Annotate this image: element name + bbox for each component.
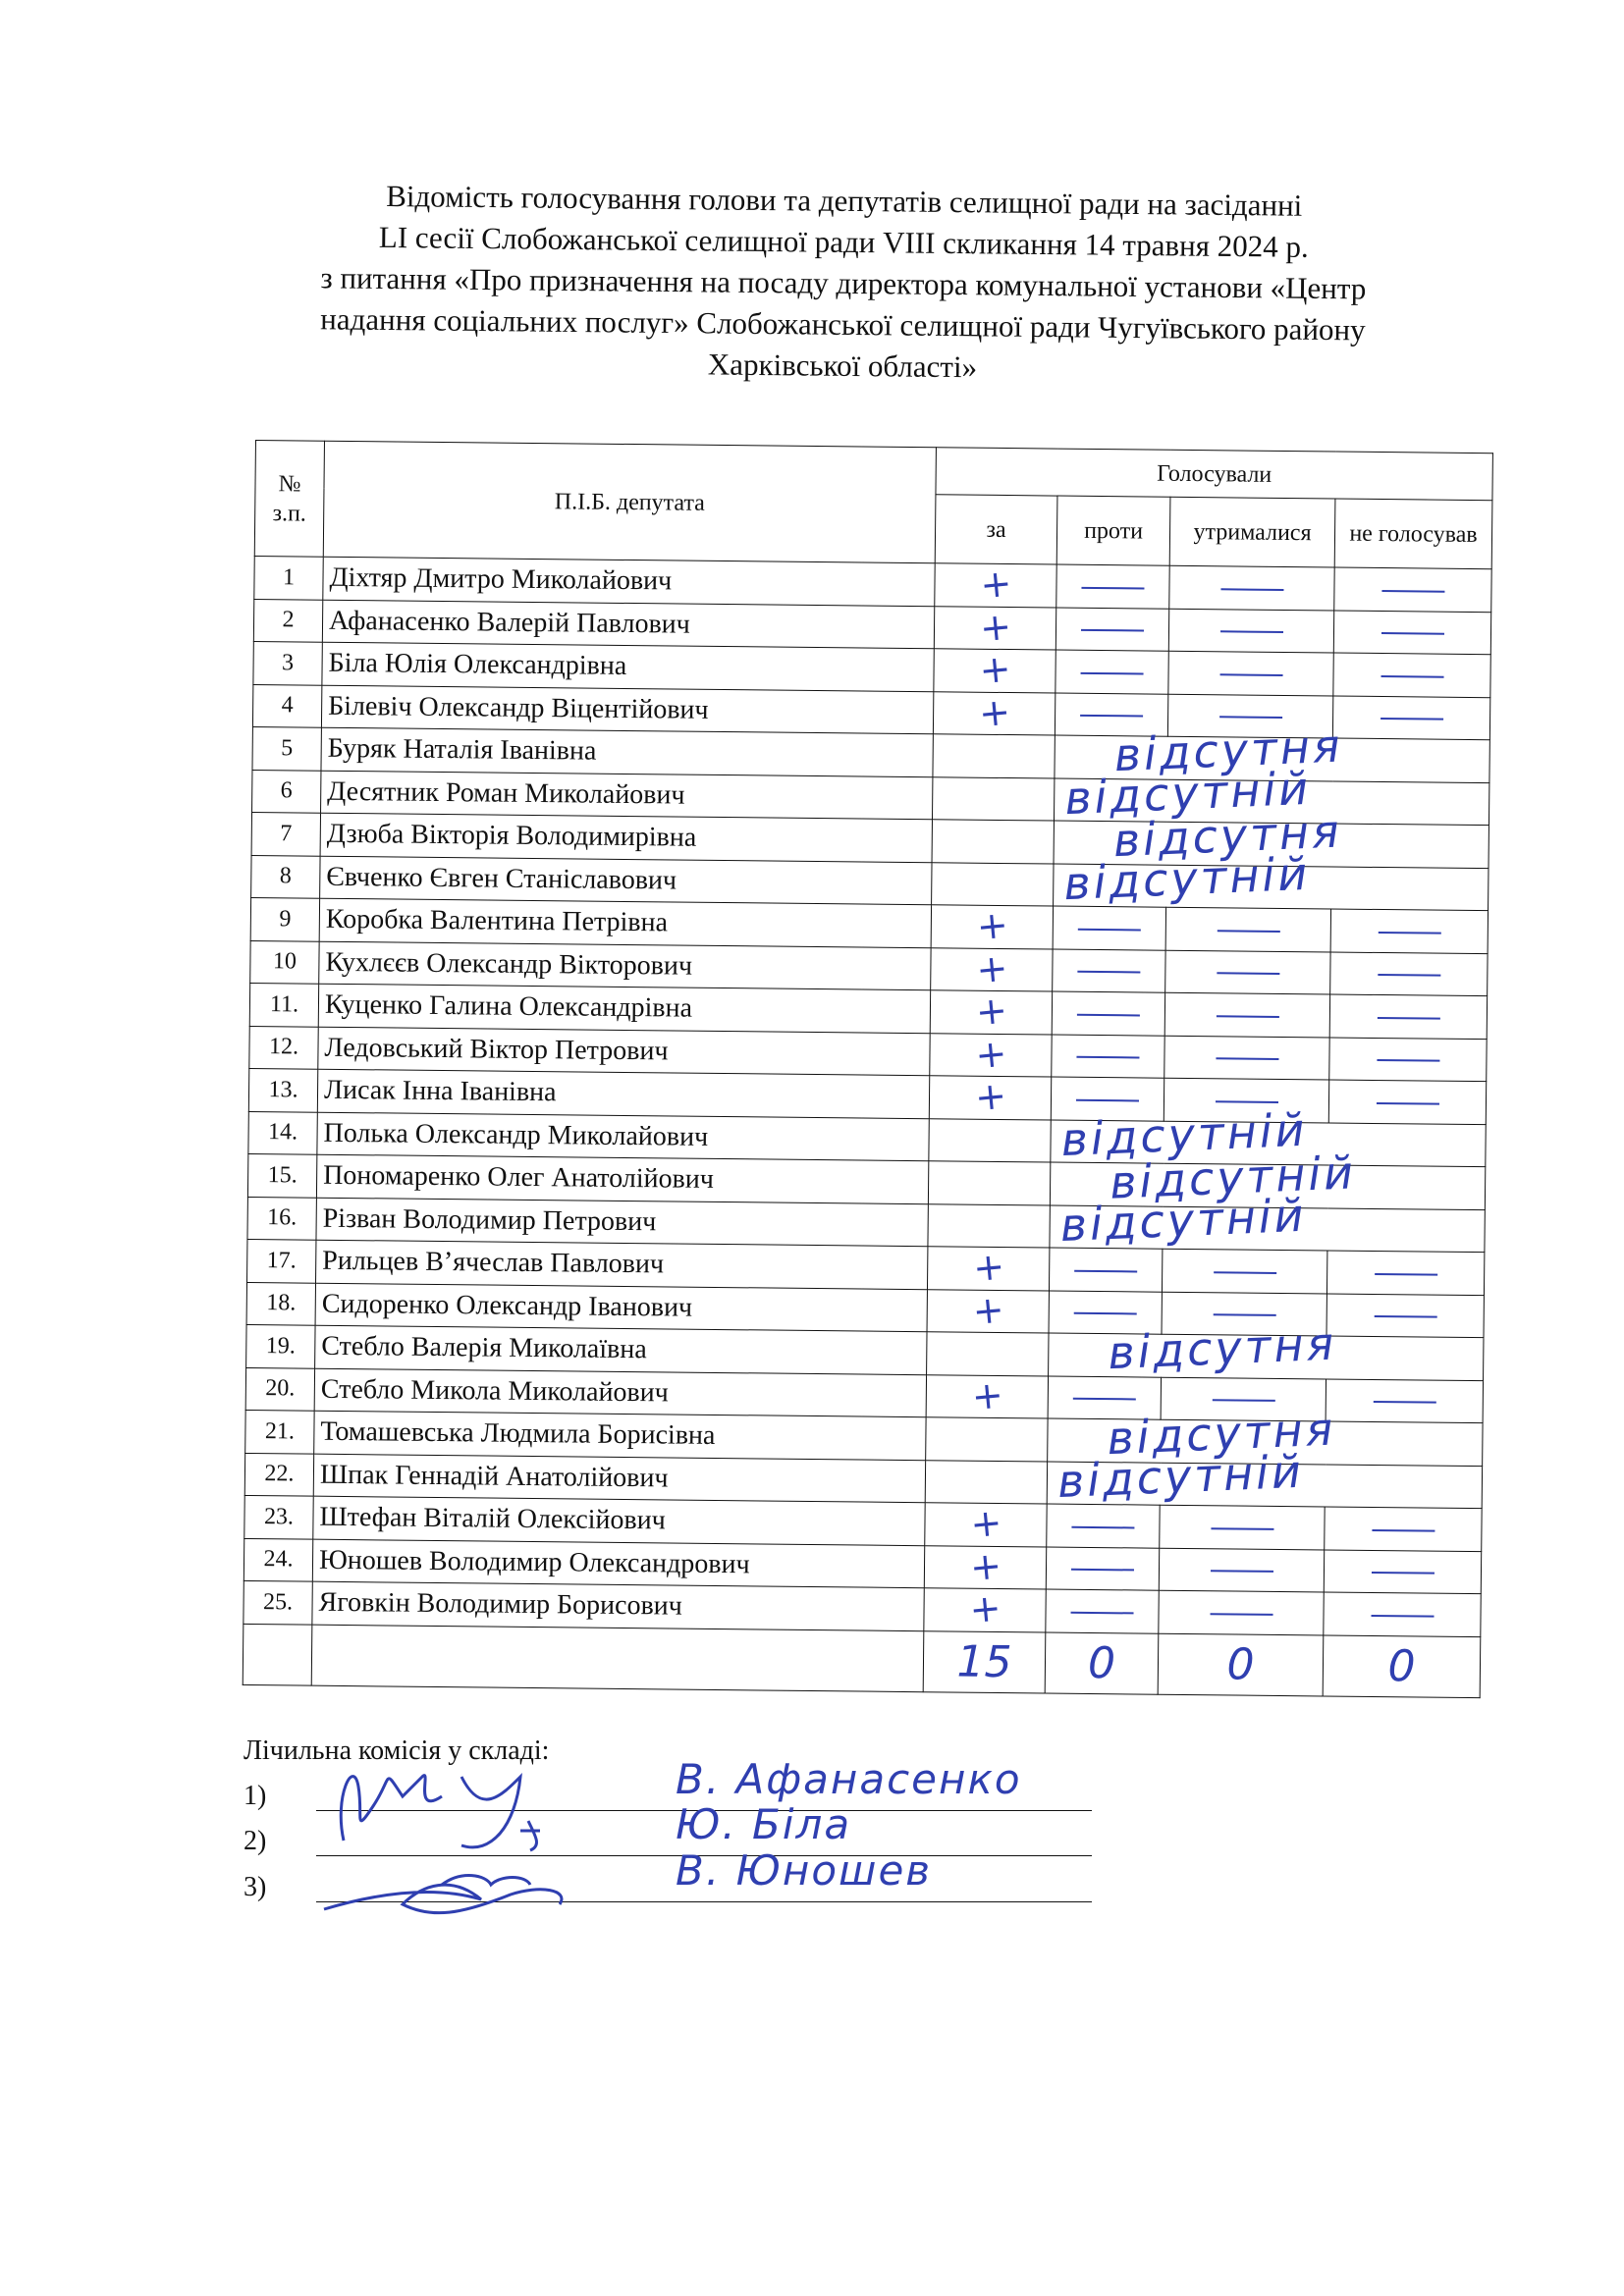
vote-mark: + bbox=[977, 646, 1013, 693]
deputy-name: Десятник Роман Миколайович bbox=[321, 771, 933, 820]
row-num: 7 bbox=[251, 812, 320, 855]
member-name: В. Афанасенко bbox=[676, 1755, 1022, 1803]
dash-mark bbox=[1377, 1059, 1439, 1062]
vote-against-cell bbox=[1052, 1035, 1164, 1079]
row-num: 13. bbox=[248, 1068, 317, 1111]
dash-mark bbox=[1380, 718, 1443, 721]
vote-against-cell bbox=[1053, 949, 1165, 993]
row-num: 20. bbox=[245, 1367, 314, 1411]
vote-abstained-cell bbox=[1164, 992, 1329, 1037]
dash-mark bbox=[1376, 1102, 1438, 1105]
dash-mark bbox=[1215, 1100, 1277, 1103]
dash-mark bbox=[1073, 1398, 1136, 1401]
deputy-name: Афанасенко Валерій Павлович bbox=[322, 600, 934, 649]
dash-mark bbox=[1071, 1569, 1134, 1572]
title-line-3: з питання «Про призначення на посаду директора комунальної установи «Центр bbox=[320, 260, 1367, 306]
dash-mark bbox=[1371, 1615, 1434, 1618]
dash-mark bbox=[1375, 1273, 1437, 1276]
vote-for-cell bbox=[934, 646, 1056, 693]
dash-mark bbox=[1217, 973, 1279, 976]
vote-for-cell bbox=[930, 990, 1052, 1035]
title-line-1: Відомість голосування голови та депутатів селищної ради на засіданні bbox=[386, 178, 1303, 223]
vote-for-cell bbox=[925, 1500, 1047, 1547]
absent-cell bbox=[1047, 1444, 1482, 1509]
deputy-name: Куценко Галина Олександрівна bbox=[318, 984, 930, 1033]
member-name: Ю. Біла bbox=[676, 1800, 852, 1848]
absent-mark: відсутня bbox=[1107, 1316, 1338, 1380]
row-num: 1 bbox=[254, 556, 323, 599]
vote-abstained-cell bbox=[1159, 1548, 1324, 1592]
deputy-name: Юношев Володимир Олександрович bbox=[312, 1539, 924, 1588]
absent-mark: відсутній bbox=[1058, 1188, 1308, 1252]
dash-mark bbox=[1219, 673, 1282, 676]
commission-member-2 bbox=[244, 1800, 852, 1857]
row-num: 15. bbox=[247, 1153, 316, 1197]
vote-abstained-cell bbox=[1165, 950, 1330, 994]
vote-not-voted-cell bbox=[1330, 951, 1488, 995]
dash-mark bbox=[1071, 1612, 1134, 1615]
header-name: П.І.Б. депутата bbox=[323, 441, 936, 563]
vote-against-cell bbox=[1046, 1589, 1159, 1633]
deputy-name: Буряк Наталія Іванівна bbox=[321, 727, 933, 776]
vote-against-cell bbox=[1056, 564, 1169, 609]
vote-not-voted-cell bbox=[1325, 1507, 1482, 1551]
voting-rows bbox=[244, 556, 1491, 1636]
header-voted: Голосували bbox=[936, 448, 1492, 501]
deputy-name: Рильцев В’ячеслав Павлович bbox=[316, 1240, 928, 1289]
vote-mark: + bbox=[976, 689, 1012, 736]
total-against: 0 bbox=[1045, 1631, 1159, 1693]
vote-not-voted-cell bbox=[1333, 611, 1490, 655]
dash-mark bbox=[1074, 1312, 1137, 1315]
voting-sheet bbox=[243, 440, 1493, 1698]
vote-for-cell bbox=[927, 1289, 1049, 1333]
row-num: 10 bbox=[250, 940, 319, 984]
absent-cell bbox=[1049, 1316, 1484, 1380]
row-num: 17. bbox=[247, 1239, 316, 1282]
handwritten-signatures bbox=[314, 1737, 648, 1944]
dash-mark bbox=[1210, 1613, 1272, 1616]
dash-mark bbox=[1076, 1056, 1139, 1059]
vote-for-cell bbox=[935, 563, 1056, 608]
dash-mark bbox=[1213, 1314, 1275, 1317]
vote-for-cell bbox=[932, 820, 1054, 864]
deputy-name: Томашевська Людмила Борисівна bbox=[314, 1411, 926, 1460]
dash-mark bbox=[1077, 1014, 1140, 1017]
vote-not-voted-cell bbox=[1328, 1080, 1486, 1124]
vote-mark: + bbox=[977, 604, 1013, 651]
row-num: 2 bbox=[253, 599, 322, 642]
vote-for-cell bbox=[932, 776, 1054, 821]
vote-against-cell bbox=[1047, 1504, 1160, 1548]
row-num: 3 bbox=[253, 641, 322, 684]
member-num: 2) bbox=[244, 1826, 267, 1856]
dash-mark bbox=[1071, 1526, 1134, 1529]
vote-mark: + bbox=[967, 1585, 1002, 1632]
dash-mark bbox=[1076, 1099, 1139, 1102]
deputy-name: Різван Володимир Петрович bbox=[316, 1198, 928, 1247]
member-num: 1) bbox=[244, 1781, 267, 1811]
vote-for-cell bbox=[925, 1460, 1047, 1504]
dash-mark bbox=[1219, 631, 1282, 634]
vote-for-cell bbox=[927, 1244, 1049, 1291]
vote-not-voted-cell bbox=[1334, 567, 1491, 612]
title-line-2: LI сесії Слобожанської селищної ради VIII скликання 14 травня 2024 р. bbox=[378, 219, 1309, 264]
dash-mark bbox=[1380, 675, 1443, 678]
commission-label: Лічильна комісія у складі: bbox=[244, 1735, 550, 1766]
dash-mark bbox=[1074, 1270, 1137, 1273]
row-num: 12. bbox=[249, 1026, 318, 1069]
commission-member-1 bbox=[244, 1755, 1022, 1812]
commission-member-3 bbox=[244, 1846, 933, 1903]
header-against: проти bbox=[1056, 496, 1170, 565]
vote-mark: + bbox=[972, 1073, 1008, 1120]
dash-mark bbox=[1219, 717, 1282, 720]
vote-mark: + bbox=[969, 1372, 1005, 1419]
dash-mark bbox=[1078, 929, 1141, 932]
vote-for-cell bbox=[928, 1161, 1050, 1205]
row-num: 14. bbox=[248, 1111, 317, 1154]
vote-for-cell bbox=[926, 1417, 1048, 1462]
row-num: 8 bbox=[251, 855, 320, 898]
header-not-voted: не голосував bbox=[1334, 499, 1492, 569]
vote-not-voted-cell bbox=[1324, 1592, 1481, 1636]
vote-against-cell bbox=[1049, 1248, 1162, 1292]
vote-abstained-cell bbox=[1168, 609, 1333, 653]
vote-abstained-cell bbox=[1164, 1036, 1329, 1080]
row-num: 9 bbox=[250, 897, 319, 940]
vote-for-cell bbox=[931, 902, 1053, 949]
dash-mark bbox=[1216, 1015, 1278, 1018]
row-num: 24. bbox=[244, 1538, 312, 1581]
vote-mark: + bbox=[978, 561, 1013, 608]
absent-mark: відсутній bbox=[1062, 846, 1312, 910]
vote-not-voted-cell bbox=[1332, 696, 1489, 740]
vote-not-voted-cell bbox=[1333, 653, 1490, 697]
deputy-name: Сидоренко Олександр Іванович bbox=[315, 1283, 927, 1332]
dash-mark bbox=[1373, 1401, 1435, 1404]
vote-not-voted-cell bbox=[1326, 1251, 1484, 1295]
vote-mark: + bbox=[973, 988, 1009, 1035]
deputy-name: Яговкін Володимир Борисович bbox=[312, 1581, 924, 1630]
vote-for-cell bbox=[929, 1073, 1051, 1120]
vote-not-voted-cell bbox=[1329, 994, 1487, 1039]
row-num: 18. bbox=[246, 1282, 315, 1325]
vote-for-cell bbox=[928, 1203, 1050, 1248]
header-abstained: утрималися bbox=[1169, 497, 1335, 567]
total-not-voted: 0 bbox=[1323, 1634, 1481, 1697]
dash-mark bbox=[1212, 1400, 1274, 1403]
dash-mark bbox=[1374, 1315, 1436, 1318]
dash-mark bbox=[1081, 587, 1144, 590]
vote-not-voted-cell bbox=[1326, 1378, 1483, 1422]
member-name: В. Юношев bbox=[676, 1846, 933, 1895]
dash-mark bbox=[1081, 672, 1144, 675]
vote-for-cell bbox=[932, 862, 1054, 906]
vote-not-voted-cell bbox=[1329, 1037, 1487, 1081]
absent-mark: відсутній bbox=[1109, 1146, 1357, 1209]
deputy-name: Шпак Геннадій Анатолійович bbox=[313, 1454, 925, 1503]
vote-mark: + bbox=[973, 1031, 1008, 1078]
dash-mark bbox=[1216, 1058, 1278, 1061]
vote-abstained-cell bbox=[1165, 907, 1330, 951]
row-num: 5 bbox=[252, 726, 321, 770]
dash-mark bbox=[1080, 715, 1143, 718]
vote-for-cell bbox=[930, 1033, 1052, 1077]
voting-table bbox=[243, 440, 1493, 1698]
deputy-name: Штефан Віталій Олексійович bbox=[313, 1496, 925, 1545]
row-num: 16. bbox=[247, 1197, 316, 1240]
vote-mark: + bbox=[970, 1287, 1006, 1334]
dash-mark bbox=[1380, 632, 1443, 635]
vote-abstained-cell bbox=[1168, 651, 1333, 695]
dash-mark bbox=[1081, 629, 1144, 632]
vote-for-cell bbox=[927, 1332, 1049, 1376]
totals-row bbox=[243, 1624, 1481, 1697]
absent-cell bbox=[1050, 1188, 1485, 1253]
dash-mark bbox=[1214, 1271, 1276, 1274]
dash-mark bbox=[1217, 930, 1279, 933]
vote-abstained-cell bbox=[1159, 1590, 1324, 1634]
vote-mark: + bbox=[970, 1244, 1006, 1291]
dash-mark bbox=[1381, 590, 1444, 593]
absent-mark: відсутня bbox=[1106, 1402, 1337, 1466]
row-num: 22. bbox=[244, 1453, 313, 1496]
absent-mark: відсутня bbox=[1112, 719, 1344, 782]
absent-cell bbox=[1054, 846, 1489, 911]
vote-mark: + bbox=[973, 945, 1009, 992]
total-for: 15 bbox=[923, 1630, 1046, 1692]
dash-mark bbox=[1377, 1017, 1439, 1020]
dash-mark bbox=[1220, 588, 1283, 591]
vote-against-cell bbox=[1053, 906, 1165, 950]
deputy-name: Дзюба Вікторія Володимирівна bbox=[320, 813, 932, 862]
vote-against-cell bbox=[1046, 1546, 1159, 1590]
totals-num-cell bbox=[243, 1624, 312, 1685]
member-num: 3) bbox=[244, 1872, 267, 1902]
dash-mark bbox=[1378, 974, 1440, 977]
absent-mark: відсутній bbox=[1059, 1102, 1309, 1166]
total-abstained: 0 bbox=[1158, 1633, 1324, 1696]
deputy-name: Діхтяр Дмитро Миколайович bbox=[323, 557, 935, 606]
vote-abstained-cell bbox=[1162, 1249, 1326, 1293]
deputy-name: Біла Юлія Олександрівна bbox=[322, 642, 934, 691]
deputy-name: Ледовський Віктор Петрович bbox=[318, 1027, 930, 1076]
deputy-name: Білевіч Олександр Віцентійович bbox=[321, 685, 933, 734]
deputy-name: Пономаренко Олег Анатолійович bbox=[316, 1154, 928, 1203]
row-num: 19. bbox=[246, 1324, 315, 1367]
vote-for-cell bbox=[933, 734, 1055, 778]
row-num: 23. bbox=[244, 1495, 313, 1538]
absent-mark: відсутній bbox=[1056, 1444, 1305, 1508]
deputy-name: Стебло Микола Миколайович bbox=[314, 1368, 926, 1417]
row-num: 6 bbox=[252, 770, 321, 813]
row-num: 25. bbox=[244, 1580, 312, 1624]
dash-mark bbox=[1077, 971, 1140, 974]
totals-name-cell bbox=[311, 1625, 924, 1692]
vote-for-cell bbox=[931, 947, 1053, 991]
dash-mark bbox=[1210, 1571, 1272, 1574]
vote-for-cell bbox=[926, 1374, 1048, 1418]
vote-for-cell bbox=[933, 691, 1055, 735]
dash-mark bbox=[1211, 1527, 1273, 1530]
row-num: 21. bbox=[245, 1410, 314, 1453]
vote-for-cell bbox=[924, 1585, 1046, 1632]
title-line-4: надання соціальних послуг» Слобожанської селищної ради Чугуївського району bbox=[320, 301, 1366, 347]
vote-not-voted-cell bbox=[1330, 909, 1488, 953]
dash-mark bbox=[1372, 1529, 1435, 1532]
deputy-name: Євченко Євген Станіславович bbox=[320, 856, 932, 905]
row-num: 4 bbox=[252, 684, 321, 727]
vote-mark: + bbox=[974, 902, 1010, 949]
deputy-name: Полька Олександр Миколайович bbox=[317, 1112, 929, 1161]
deputy-name: Лисак Інна Іванівна bbox=[317, 1069, 929, 1118]
vote-mark: + bbox=[967, 1543, 1003, 1589]
vote-against-cell bbox=[1056, 608, 1168, 652]
document-title bbox=[293, 175, 1394, 393]
vote-against-cell bbox=[1056, 650, 1168, 694]
title-line-5: Харківської області» bbox=[707, 347, 978, 385]
absent-mark: відсутній bbox=[1063, 761, 1313, 825]
vote-abstained-cell bbox=[1169, 565, 1334, 610]
deputy-name: Кухлєєв Олександр Вікторович bbox=[319, 941, 931, 990]
row-num: 11. bbox=[249, 983, 318, 1026]
header-for: за bbox=[935, 495, 1057, 564]
vote-abstained-cell bbox=[1160, 1505, 1325, 1549]
dash-mark bbox=[1371, 1572, 1434, 1575]
vote-for-cell bbox=[924, 1545, 1046, 1589]
vote-not-voted-cell bbox=[1324, 1549, 1481, 1593]
absent-mark: відсутня bbox=[1111, 804, 1343, 868]
dash-mark bbox=[1378, 932, 1440, 934]
deputy-name: Коробка Валентина Петрівна bbox=[319, 898, 931, 947]
vote-against-cell bbox=[1052, 991, 1164, 1036]
vote-for-cell bbox=[934, 606, 1056, 650]
vote-mark: + bbox=[968, 1500, 1003, 1547]
vote-for-cell bbox=[929, 1118, 1051, 1162]
deputy-name: Стебло Валерія Миколаївна bbox=[315, 1325, 927, 1374]
header-num: № з.п. bbox=[254, 441, 324, 558]
vote-not-voted-cell bbox=[1326, 1293, 1484, 1337]
